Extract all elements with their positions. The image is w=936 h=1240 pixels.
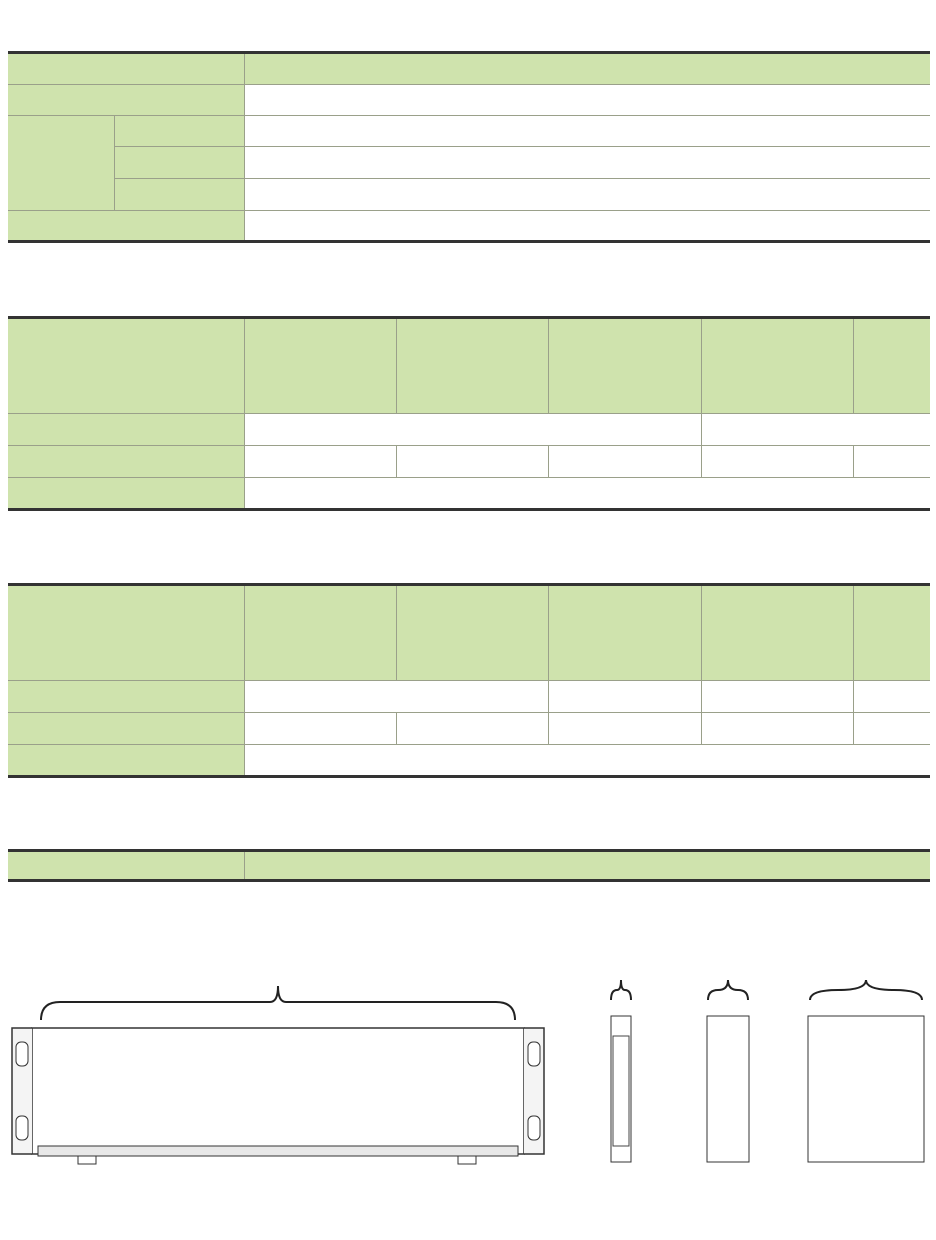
- module2-branch: [701, 681, 853, 713]
- spec-number-label: [8, 851, 244, 881]
- module2-branch-label: [8, 681, 244, 713]
- module2-count-label: [8, 713, 244, 745]
- chassis-part-value: [244, 53, 930, 85]
- chassis-drawing: [12, 1028, 544, 1164]
- chassis-max-row-value: [244, 179, 930, 211]
- chassis-max-label: [8, 116, 114, 211]
- module1-model: [854, 318, 930, 414]
- module1-model: [244, 318, 396, 414]
- module2-model: [244, 585, 396, 681]
- module1-connector-label: [8, 478, 244, 510]
- spec-number-table: [8, 849, 930, 882]
- product-diagram: [0, 950, 936, 1235]
- module2-count: [701, 713, 853, 745]
- module1-model: [701, 318, 853, 414]
- module2-table: [8, 583, 930, 778]
- module2-count: [549, 713, 701, 745]
- chassis-size-label: [8, 211, 244, 242]
- module2-model: [854, 585, 930, 681]
- chassis-structure-value: [244, 85, 930, 116]
- spec-number-value: [244, 851, 930, 881]
- chassis-max-row-label: [114, 147, 244, 179]
- module2-model: [396, 585, 548, 681]
- chassis-structure-label: [8, 85, 244, 116]
- module2-branch: [854, 681, 930, 713]
- module-4slot-drawing: [808, 980, 924, 1162]
- module1-count: [244, 446, 396, 478]
- module2-count: [396, 713, 548, 745]
- chassis-max-row-label: [114, 179, 244, 211]
- chassis-max-row-value: [244, 147, 930, 179]
- module1-count: [549, 446, 701, 478]
- module2-model: [701, 585, 853, 681]
- module1-branch-label: [8, 414, 244, 446]
- module2-count: [244, 713, 396, 745]
- module1-connector: [244, 478, 930, 510]
- module1-model: [396, 318, 548, 414]
- module-2slot-drawing: [707, 980, 749, 1162]
- module1-count-label: [8, 446, 244, 478]
- module2-part-label: [8, 585, 244, 681]
- chassis-table: [8, 51, 930, 243]
- module1-model: [549, 318, 701, 414]
- module2-connector: [244, 745, 930, 777]
- module2-branch: [244, 681, 549, 713]
- module2-model: [549, 585, 701, 681]
- module2-count: [854, 713, 930, 745]
- module2-connector-label: [8, 745, 244, 777]
- module1-table: [8, 316, 930, 511]
- chassis-part-label: [8, 53, 244, 85]
- module1-count: [396, 446, 548, 478]
- chassis-max-row-value: [244, 116, 930, 147]
- chassis-size-value: [244, 211, 930, 242]
- module-1slot-drawing: [611, 980, 631, 1162]
- module2-branch: [549, 681, 701, 713]
- module1-branch: [701, 414, 930, 446]
- chassis-max-row-label: [114, 116, 244, 147]
- module1-count: [854, 446, 930, 478]
- module1-count: [701, 446, 853, 478]
- module1-branch: [244, 414, 701, 446]
- module1-part-label: [8, 318, 244, 414]
